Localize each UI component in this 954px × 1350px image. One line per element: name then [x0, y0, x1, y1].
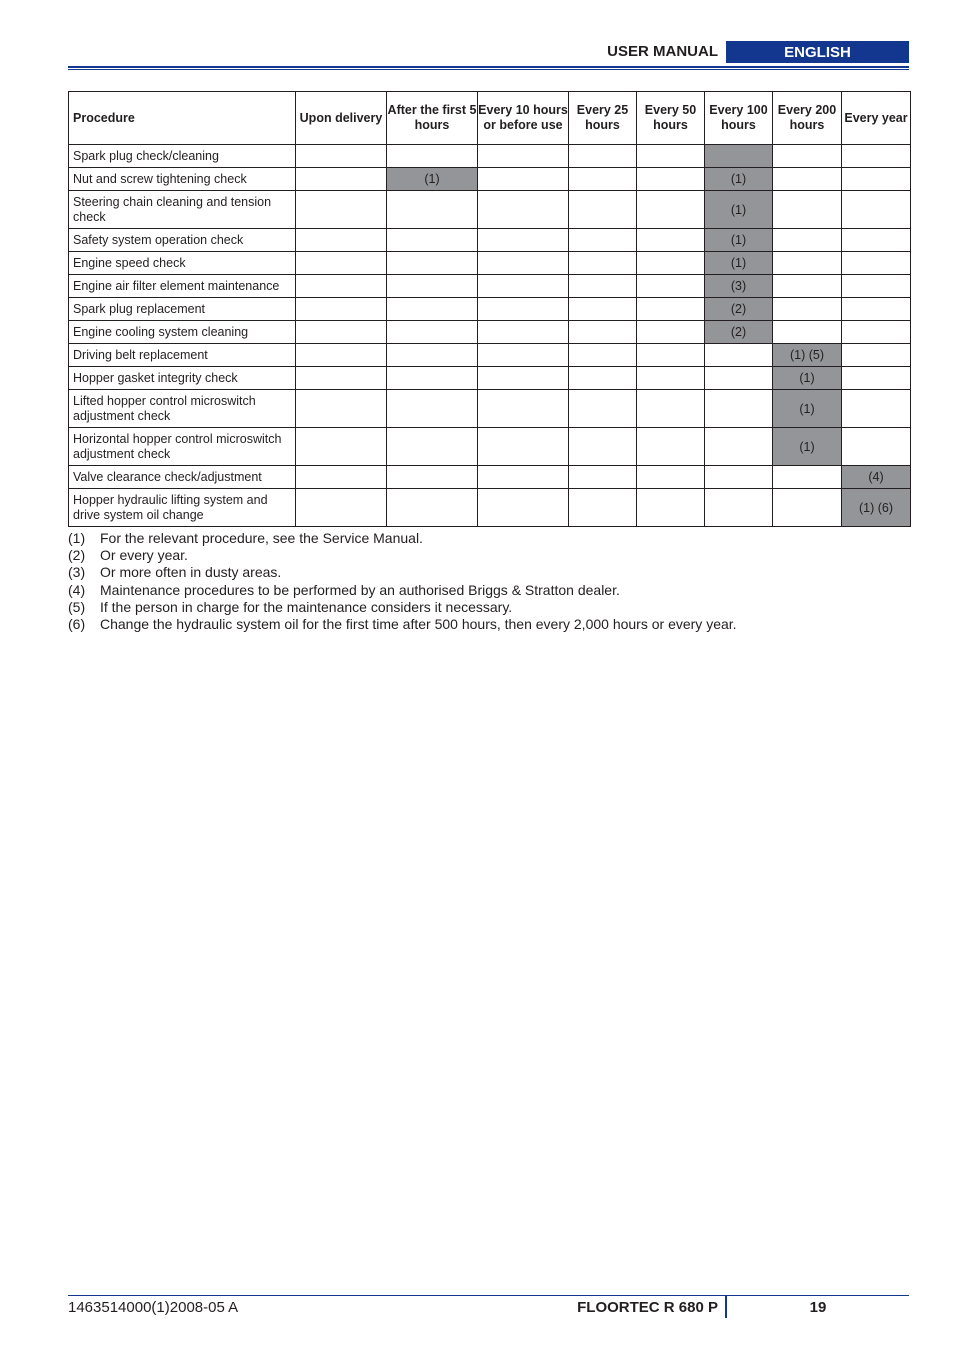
interval-cell: [296, 168, 387, 191]
interval-cell: [478, 489, 569, 527]
interval-cell: [637, 367, 705, 390]
procedure-cell: Nut and screw tightening check: [69, 168, 296, 191]
interval-cell: [296, 252, 387, 275]
interval-cell: [773, 466, 842, 489]
header-rule: [68, 66, 909, 68]
footnote: [68, 599, 909, 616]
manual-title: USER MANUAL: [607, 43, 718, 60]
interval-cell: [569, 321, 637, 344]
table-row: [69, 275, 911, 298]
column-header-procedure: Procedure: [69, 92, 296, 145]
table-row: [69, 252, 911, 275]
table-row: [69, 344, 911, 367]
interval-cell: (1): [773, 367, 842, 390]
interval-cell: [773, 321, 842, 344]
interval-cell: (2): [705, 298, 773, 321]
interval-cell: [387, 428, 478, 466]
interval-cell: [569, 428, 637, 466]
maintenance-schedule-table: [68, 91, 911, 527]
header-rule-thin: [68, 69, 909, 70]
procedure-cell: Engine speed check: [69, 252, 296, 275]
interval-cell: [478, 168, 569, 191]
language-badge: ENGLISH: [726, 41, 909, 63]
interval-cell: [387, 191, 478, 229]
interval-cell: [842, 428, 911, 466]
interval-cell: [569, 275, 637, 298]
interval-cell: (1): [705, 229, 773, 252]
footnote: [68, 530, 909, 547]
interval-cell: [842, 321, 911, 344]
interval-cell: [387, 466, 478, 489]
table-row: [69, 168, 911, 191]
interval-cell: [296, 390, 387, 428]
interval-cell: [387, 298, 478, 321]
interval-cell: (1): [773, 428, 842, 466]
interval-cell: [296, 191, 387, 229]
footnote-text: Or every year.: [100, 547, 188, 564]
interval-cell: [569, 168, 637, 191]
table-row: [69, 321, 911, 344]
interval-cell: [387, 344, 478, 367]
interval-cell: [637, 252, 705, 275]
procedure-cell: Hopper hydraulic lifting system and drive system oil change: [69, 489, 296, 527]
interval-cell: [296, 298, 387, 321]
interval-cell: [296, 466, 387, 489]
interval-cell: [773, 229, 842, 252]
procedure-cell: Horizontal hopper control microswitch adjustment check: [69, 428, 296, 466]
procedure-cell: Steering chain cleaning and tension check: [69, 191, 296, 229]
interval-cell: [569, 367, 637, 390]
table-row: [69, 191, 911, 229]
interval-cell: [842, 191, 911, 229]
interval-cell: [637, 168, 705, 191]
interval-cell: [842, 252, 911, 275]
page-number: 19: [809, 1299, 827, 1316]
interval-cell: (2): [705, 321, 773, 344]
interval-cell: [773, 275, 842, 298]
procedure-cell: Spark plug replacement: [69, 298, 296, 321]
procedure-cell: Engine air filter element maintenance: [69, 275, 296, 298]
column-header-every-10-hours: Every 10 hours or before use: [478, 92, 569, 145]
interval-cell: (1): [705, 252, 773, 275]
footnote: [68, 564, 909, 581]
interval-cell: [637, 145, 705, 168]
interval-cell: [569, 145, 637, 168]
footnote-text: Change the hydraulic system oil for the first time after 500 hours, then every 2,000 hours or every year.: [100, 616, 737, 633]
interval-cell: [569, 344, 637, 367]
interval-cell: (1): [387, 168, 478, 191]
table-row: [69, 428, 911, 466]
interval-cell: [842, 168, 911, 191]
procedure-cell: Hopper gasket integrity check: [69, 367, 296, 390]
footnote: [68, 582, 909, 599]
interval-cell: [842, 367, 911, 390]
interval-cell: [842, 344, 911, 367]
interval-cell: [478, 321, 569, 344]
interval-cell: [773, 145, 842, 168]
column-header-first-5-hours: After the first 5 hours: [387, 92, 478, 145]
column-header-every-25-hours: Every 25 hours: [569, 92, 637, 145]
interval-cell: [296, 321, 387, 344]
footnote-marker: (3): [68, 564, 86, 581]
interval-cell: [387, 145, 478, 168]
footnote-marker: (4): [68, 581, 86, 598]
interval-cell: [705, 466, 773, 489]
procedure-cell: Driving belt replacement: [69, 344, 296, 367]
interval-cell: [478, 145, 569, 168]
interval-cell: [842, 229, 911, 252]
model-name: FLOORTEC R 680 P: [577, 1299, 718, 1316]
procedure-cell: Safety system operation check: [69, 229, 296, 252]
footnote-marker: (5): [68, 598, 86, 615]
interval-cell: [387, 321, 478, 344]
footnote-text: Or more often in dusty areas.: [100, 564, 282, 581]
table-row: [69, 466, 911, 489]
interval-cell: [296, 145, 387, 168]
interval-cell: [637, 489, 705, 527]
interval-cell: (1): [773, 390, 842, 428]
interval-cell: [705, 367, 773, 390]
interval-cell: [478, 191, 569, 229]
interval-cell: [569, 489, 637, 527]
interval-cell: (3): [705, 275, 773, 298]
interval-cell: [296, 367, 387, 390]
interval-cell: [637, 466, 705, 489]
procedure-cell: Lifted hopper control microswitch adjustment check: [69, 390, 296, 428]
interval-cell: [478, 466, 569, 489]
interval-cell: [705, 390, 773, 428]
interval-cell: [478, 367, 569, 390]
procedure-cell: Spark plug check/cleaning: [69, 145, 296, 168]
interval-cell: [773, 168, 842, 191]
interval-cell: (1) (6): [842, 489, 911, 527]
interval-cell: [569, 390, 637, 428]
interval-cell: [637, 321, 705, 344]
table-row: [69, 145, 911, 168]
interval-cell: [705, 428, 773, 466]
interval-cell: [296, 344, 387, 367]
interval-cell: [478, 275, 569, 298]
procedure-cell: Engine cooling system cleaning: [69, 321, 296, 344]
footnote-marker: (6): [68, 616, 86, 633]
interval-cell: [637, 298, 705, 321]
interval-cell: [637, 275, 705, 298]
interval-cell: [637, 229, 705, 252]
document-code: 1463514000(1)2008-05 A: [68, 1299, 239, 1316]
footer-divider: [725, 1296, 727, 1318]
interval-cell: [387, 489, 478, 527]
interval-cell: [842, 145, 911, 168]
interval-cell: [478, 252, 569, 275]
interval-cell: [773, 252, 842, 275]
interval-cell: [387, 275, 478, 298]
interval-cell: [842, 298, 911, 321]
interval-cell: [478, 344, 569, 367]
interval-cell: [842, 275, 911, 298]
footnote-marker: (1): [68, 530, 86, 546]
interval-cell: [478, 428, 569, 466]
footer-rule: [68, 1295, 909, 1296]
interval-cell: [296, 489, 387, 527]
interval-cell: [387, 390, 478, 428]
interval-cell: [637, 428, 705, 466]
procedure-cell: Valve clearance check/adjustment: [69, 466, 296, 489]
table-body: [69, 145, 911, 527]
interval-cell: [296, 229, 387, 252]
footnote: [68, 616, 909, 633]
table-row: [69, 367, 911, 390]
interval-cell: [773, 298, 842, 321]
interval-cell: [705, 344, 773, 367]
footnote-marker: (2): [68, 547, 86, 564]
table-row: [69, 229, 911, 252]
footnote-text: If the person in charge for the maintenance considers it necessary.: [100, 598, 513, 615]
interval-cell: [387, 367, 478, 390]
interval-cell: (1) (5): [773, 344, 842, 367]
interval-cell: [705, 145, 773, 168]
footnote-text: Maintenance procedures to be performed by an authorised Briggs & Stratton dealer.: [100, 581, 620, 598]
table-row: [69, 390, 911, 428]
table-header-row: [69, 92, 911, 145]
table-row: [69, 489, 911, 527]
interval-cell: [637, 390, 705, 428]
column-header-every-100-hours: Every 100 hours: [705, 92, 773, 145]
column-header-every-50-hours: Every 50 hours: [637, 92, 705, 145]
column-header-every-200-hours: Every 200 hours: [773, 92, 842, 145]
interval-cell: [478, 390, 569, 428]
interval-cell: (4): [842, 466, 911, 489]
interval-cell: [296, 275, 387, 298]
interval-cell: [296, 428, 387, 466]
column-header-upon-delivery: Upon delivery: [296, 92, 387, 145]
interval-cell: (1): [705, 168, 773, 191]
interval-cell: [637, 344, 705, 367]
footnote-text: For the relevant procedure, see the Service Manual.: [100, 530, 423, 546]
interval-cell: [478, 298, 569, 321]
interval-cell: [387, 229, 478, 252]
table-row: [69, 298, 911, 321]
interval-cell: [773, 191, 842, 229]
interval-cell: [478, 229, 569, 252]
interval-cell: [569, 229, 637, 252]
interval-cell: [637, 191, 705, 229]
column-header-every-year: Every year: [842, 92, 911, 145]
footnotes: [68, 530, 909, 633]
interval-cell: [773, 489, 842, 527]
interval-cell: [569, 252, 637, 275]
interval-cell: [842, 390, 911, 428]
interval-cell: [705, 489, 773, 527]
interval-cell: [569, 466, 637, 489]
interval-cell: (1): [705, 191, 773, 229]
footnote: [68, 547, 909, 564]
interval-cell: [569, 191, 637, 229]
interval-cell: [387, 252, 478, 275]
interval-cell: [569, 298, 637, 321]
